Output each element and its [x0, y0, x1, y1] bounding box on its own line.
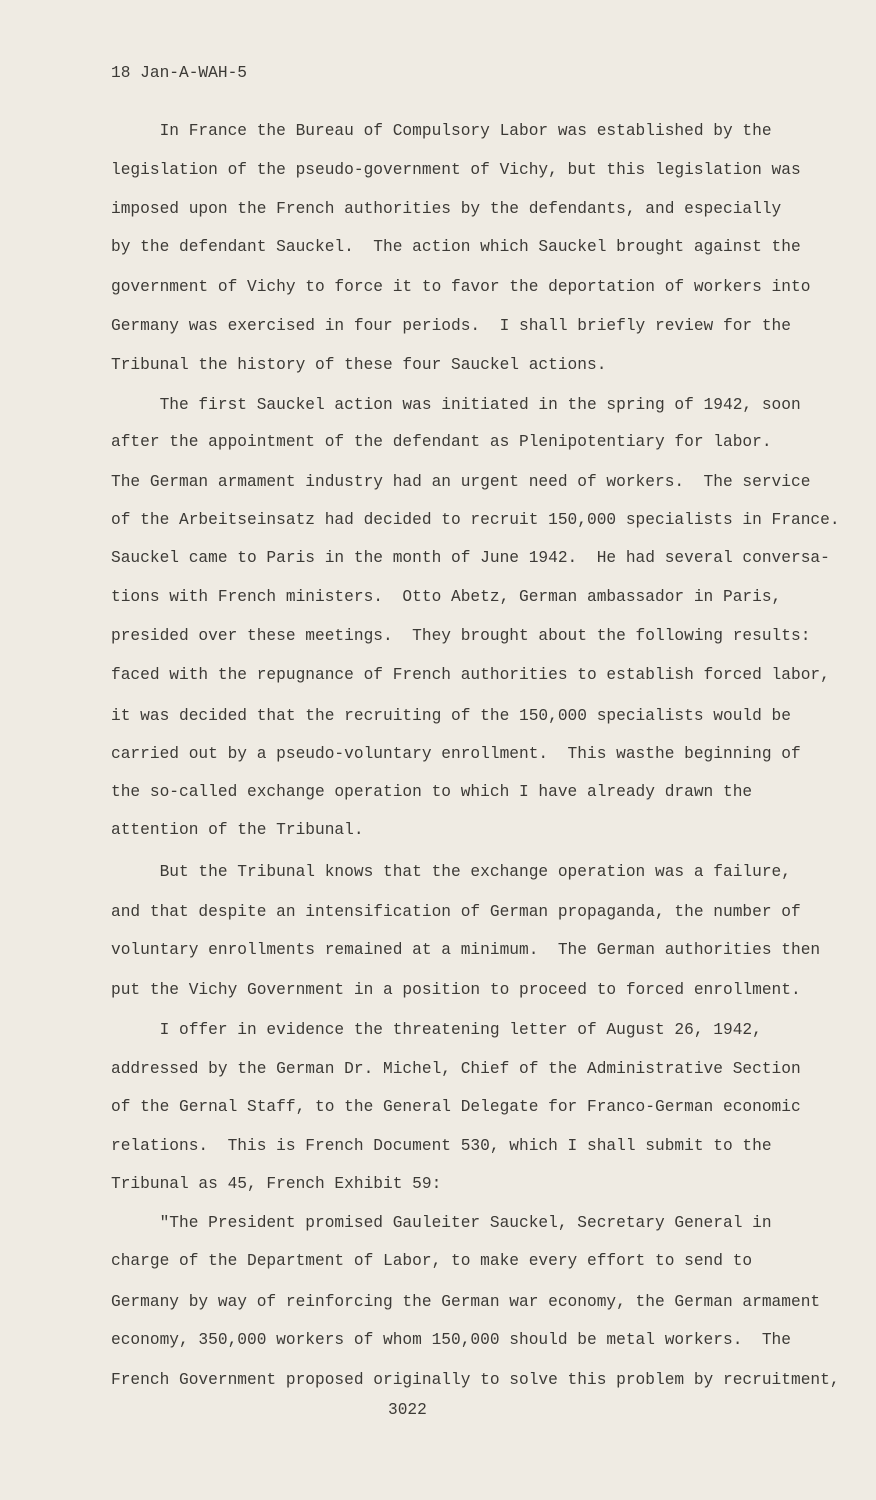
text-line: Tribunal as 45, French Exhibit 59:	[111, 1175, 442, 1193]
text-line: voluntary enrollments remained at a minimum. The German authorities then	[111, 941, 821, 959]
text-line: carried out by a pseudo-voluntary enrollment. This wasthe beginning of	[111, 745, 801, 763]
text-line: The German armament industry had an urgent need of workers. The service	[111, 473, 811, 491]
text-line: of the Gernal Staff, to the General Delegate for Franco-German economic	[111, 1098, 801, 1116]
text-line: presided over these meetings. They brought about the following results:	[111, 627, 811, 645]
text-line: by the defendant Sauckel. The action which Sauckel brought against the	[111, 238, 801, 256]
text-line: Germany was exercised in four periods. I shall briefly review for the	[111, 317, 791, 335]
text-line: The first Sauckel action was initiated in the spring of 1942, soon	[111, 396, 801, 414]
text-line: But the Tribunal knows that the exchange operation was a failure,	[111, 863, 791, 881]
text-line: Sauckel came to Paris in the month of June 1942. He had several conversa-	[111, 549, 830, 567]
text-line: legislation of the pseudo-government of Vichy, but this legislation was	[111, 161, 801, 179]
text-line: In France the Bureau of Compulsory Labor was established by the	[111, 122, 772, 140]
text-line: after the appointment of the defendant as Plenipotentiary for labor.	[111, 433, 772, 451]
text-line: relations. This is French Document 530, which I shall submit to the	[111, 1137, 772, 1155]
text-line: and that despite an intensification of German propaganda, the number of	[111, 903, 801, 921]
text-line: put the Vichy Government in a position to proceed to forced enrollment.	[111, 981, 801, 999]
text-line: French Government proposed originally to solve this problem by recruitment,	[111, 1371, 840, 1389]
text-line: Germany by way of reinforcing the German war economy, the German armament	[111, 1293, 821, 1311]
text-line: the so-called exchange operation to which I have already drawn the	[111, 783, 753, 801]
text-line: of the Arbeitseinsatz had decided to recruit 150,000 specialists in France.	[111, 511, 840, 529]
text-line: charge of the Department of Labor, to make every effort to send to	[111, 1252, 753, 1270]
text-line: attention of the Tribunal.	[111, 821, 364, 839]
text-line: faced with the repugnance of French authorities to establish forced labor,	[111, 666, 830, 684]
text-line: "The President promised Gauleiter Sauckel, Secretary General in	[111, 1214, 772, 1232]
document-header: 18 Jan-A-WAH-5	[111, 64, 247, 82]
text-line: government of Vichy to force it to favor the deportation of workers into	[111, 278, 811, 296]
text-line: addressed by the German Dr. Michel, Chief of the Administrative Section	[111, 1060, 801, 1078]
text-line: I offer in evidence the threatening letter of August 26, 1942,	[111, 1021, 762, 1039]
text-line: imposed upon the French authorities by the defendants, and especially	[111, 200, 782, 218]
text-line: it was decided that the recruiting of the 150,000 specialists would be	[111, 707, 791, 725]
text-line: Tribunal the history of these four Sauckel actions.	[111, 356, 607, 374]
page-number: 3022	[388, 1401, 427, 1419]
text-line: economy, 350,000 workers of whom 150,000 should be metal workers. The	[111, 1331, 791, 1349]
text-line: tions with French ministers. Otto Abetz, German ambassador in Paris,	[111, 588, 782, 606]
